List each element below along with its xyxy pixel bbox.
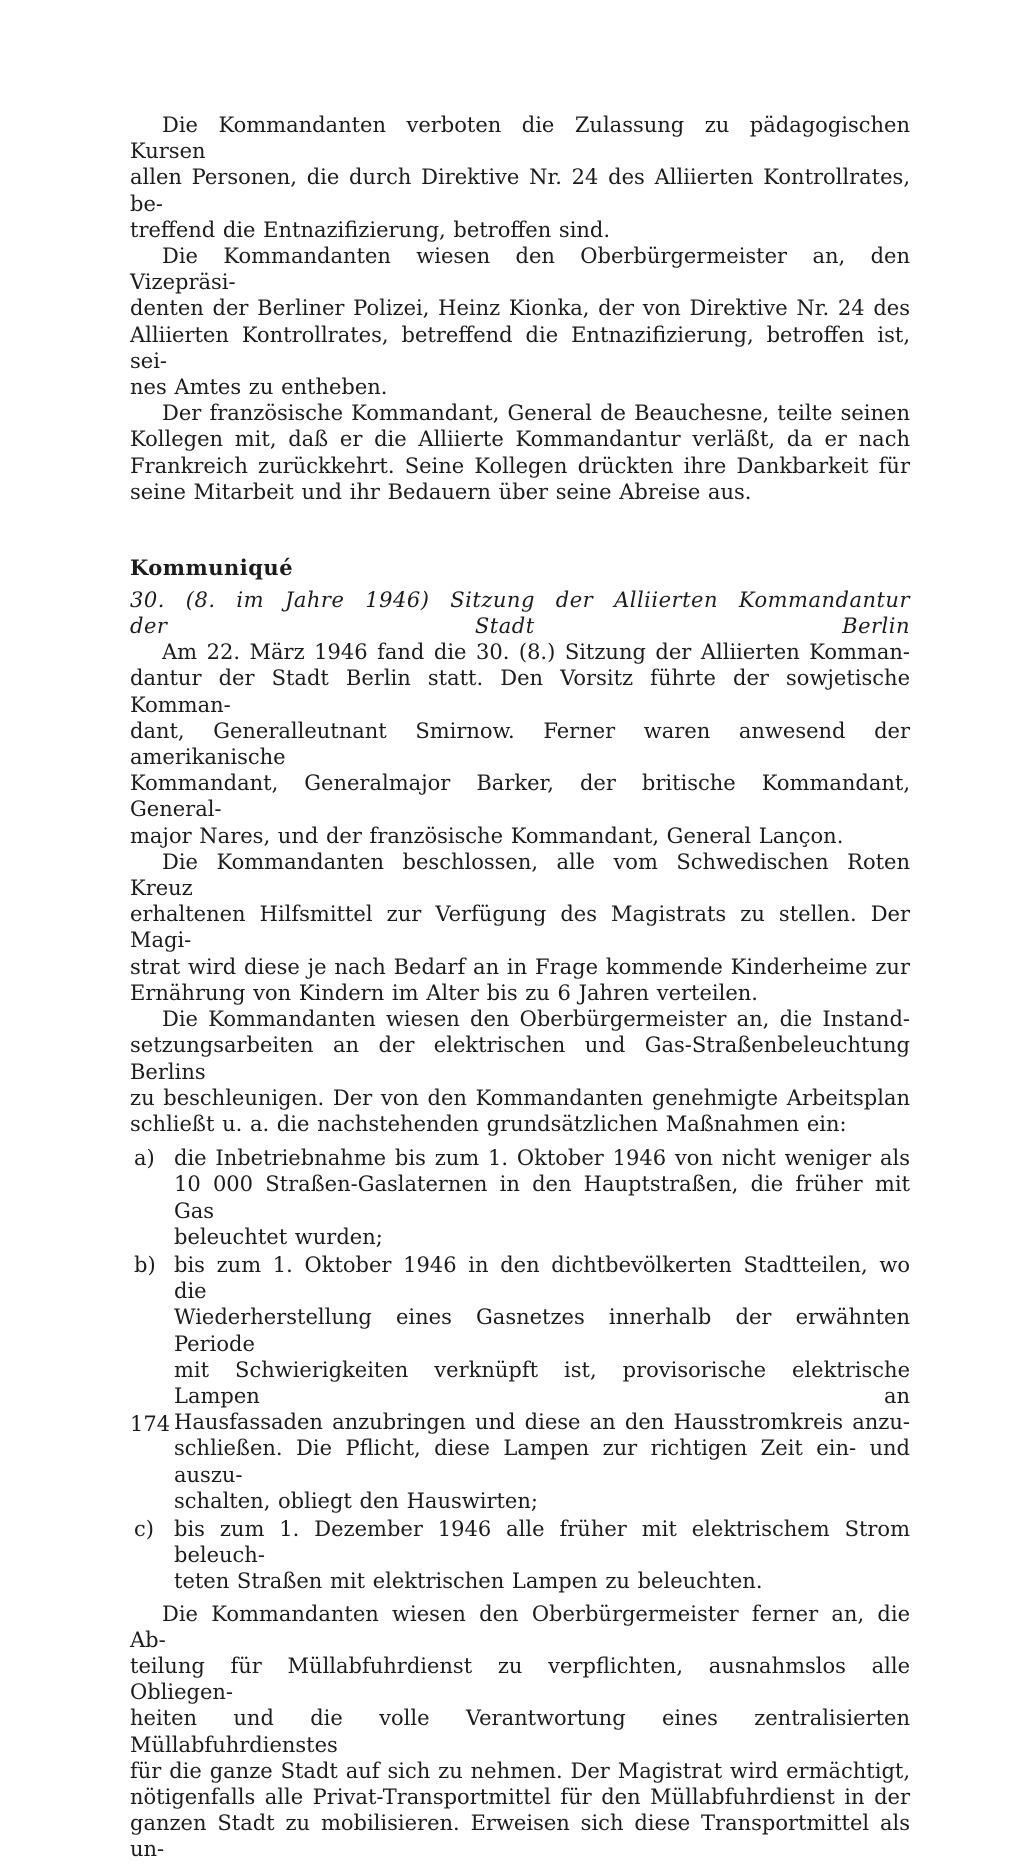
text-line: major Nares, und der französische Kommandant, General Lançon. [130, 823, 844, 848]
text-line: nötigenfalls alle Privat-Transportmittel für den Müllabfuhrdienst in der [130, 1784, 910, 1809]
text-line: treffend die Entnazifizierung, betroffen sind. [130, 217, 611, 242]
text-line: Der französische Kommandant, General de Beauchesne, teilte seinen [162, 401, 910, 426]
paragraph [130, 400, 910, 505]
text-line: Kollegen mit, daß er die Alliierte Kommandantur verläßt, da er nach [130, 427, 910, 452]
text-line: bis zum 1. Oktober 1946 in den dichtbevölkerten Stadtteilen, wo die [174, 1252, 910, 1304]
paragraph [130, 849, 910, 1006]
text-line: Hausfassaden anzubringen und diese an den Hausstromkreis anzu- [174, 1410, 910, 1435]
text-line: Die Kommandanten wiesen den Oberbürgermeister an, die Instand- [162, 1007, 910, 1032]
text-line: allen Personen, die durch Direktive Nr. 24 des Alliierten Kontrollrates, be- [130, 165, 910, 216]
text-line: Die Kommandanten verboten die Zulassung zu pädagogischen Kursen [130, 113, 910, 164]
text-line: nes Amtes zu entheben. [130, 375, 388, 400]
paragraph [130, 639, 910, 849]
text-line: schalten, obliegt den Hauswirten; [174, 1488, 538, 1513]
text-line: 10 000 Straßen-Gaslaternen in den Hauptstraßen, die früher mit Gas [174, 1172, 910, 1223]
subheading-line: 30. (8. im Jahre 1946) Sitzung der Alliierten Kommandantur [130, 588, 910, 613]
text-line: zu beschleunigen. Der von den Kommandanten genehmigte Arbeitsplan [130, 1085, 910, 1110]
text-line: Kommandant, Generalmajor Barker, der britische Kommandant, General- [130, 771, 910, 822]
list-item [130, 1145, 910, 1250]
text-line: beleuchtet wurden; [174, 1224, 383, 1249]
paragraph [130, 243, 910, 400]
middle-paragraphs [130, 639, 910, 1137]
text-line: teten Straßen mit elektrischen Lampen zu beleuchten. [174, 1569, 763, 1594]
text-line: setzungsarbeiten an der elektrischen und Gas-Straßenbeleuchtung Berlins [130, 1033, 910, 1084]
text-line: denten der Berliner Polizei, Heinz Kionka, der von Direktive Nr. 24 des [130, 296, 910, 321]
page-body [130, 112, 910, 1863]
text-line: Frankreich zurückkehrt. Seine Kollegen drückten ihre Dankbarkeit für [130, 453, 910, 478]
text-line: dantur der Stadt Berlin statt. Den Vorsitz führte der sowjetische Komman- [130, 666, 910, 717]
section-heading: Kommuniqué [130, 555, 294, 581]
list-item [130, 1252, 910, 1514]
list-item [130, 1516, 910, 1595]
text-line: heiten und die volle Verantwortung eines zentralisierten Müllabfuhrdienstes [130, 1706, 910, 1757]
paragraph [130, 112, 910, 243]
text-line: Am 22. März 1946 fand die 30. (8.) Sitzung der Alliierten Komman- [162, 640, 910, 665]
list-marker: c) [134, 1516, 154, 1541]
list-marker: b) [134, 1252, 156, 1277]
text-line: mit Schwierigkeiten verknüpft ist, provisorische elektrische Lampen an [174, 1357, 910, 1408]
text-line: Wiederherstellung eines Gasnetzes innerhalb der erwähnten Periode [174, 1305, 910, 1356]
text-line: strat wird diese je nach Bedarf an in Frage kommende Kinderheime zur [130, 954, 910, 979]
text-line: teilung für Müllabfuhrdienst zu verpflichten, ausnahmslos alle Obliegen- [130, 1653, 910, 1705]
text-line: Die Kommandanten beschlossen, alle vom Schwedischen Roten Kreuz [130, 849, 910, 901]
paragraph [130, 1601, 910, 1863]
text-line: schließen. Die Pflicht, diese Lampen zur richtigen Zeit ein- und auszu- [174, 1436, 910, 1487]
text-line: Ernährung von Kindern im Alter bis zu 6 Jahren verteilen. [130, 980, 758, 1005]
list-marker: a) [134, 1146, 155, 1171]
text-line: Alliierten Kontrollrates, betreffend die Entnazifizierung, betroffen ist, sei- [130, 322, 910, 373]
text-line: dant, Generalleutnant Smirnow. Ferner waren anwesend der amerikanische [130, 718, 910, 770]
text-line: Die Kommandanten wiesen den Oberbürgermeister an, den Vizepräsi- [130, 244, 910, 295]
measures-list [130, 1145, 910, 1594]
text-line: Die Kommandanten wiesen den Oberbürgermeister ferner an, die Ab- [130, 1601, 910, 1652]
bottom-paragraphs [130, 1601, 910, 1863]
top-paragraphs [130, 112, 910, 505]
text-line: schließt u. a. die nachstehenden grundsätzlichen Maßnahmen ein: [130, 1111, 847, 1136]
paragraph [130, 1006, 910, 1137]
text-line: erhaltenen Hilfsmittel zur Verfügung des Magistrats zu stellen. Der Magi- [130, 902, 910, 953]
text-line: bis zum 1. Dezember 1946 alle früher mit elektrischem Strom beleuch- [174, 1516, 910, 1568]
text-line: für die ganze Stadt auf sich zu nehmen. Der Magistrat wird ermächtigt, [130, 1758, 910, 1783]
text-line: seine Mitarbeit und ihr Bedauern über seine Abreise aus. [130, 479, 752, 504]
text-line: ganzen Stadt zu mobilisieren. Erweisen sich diese Transportmittel als un- [130, 1811, 910, 1862]
section-subheading [130, 587, 910, 639]
text-line: die Inbetriebnahme bis zum 1. Oktober 1946 von nicht weniger als [174, 1146, 910, 1171]
subheading-line: der Stadt Berlin [130, 614, 910, 639]
page-number: 174 [130, 1412, 171, 1436]
